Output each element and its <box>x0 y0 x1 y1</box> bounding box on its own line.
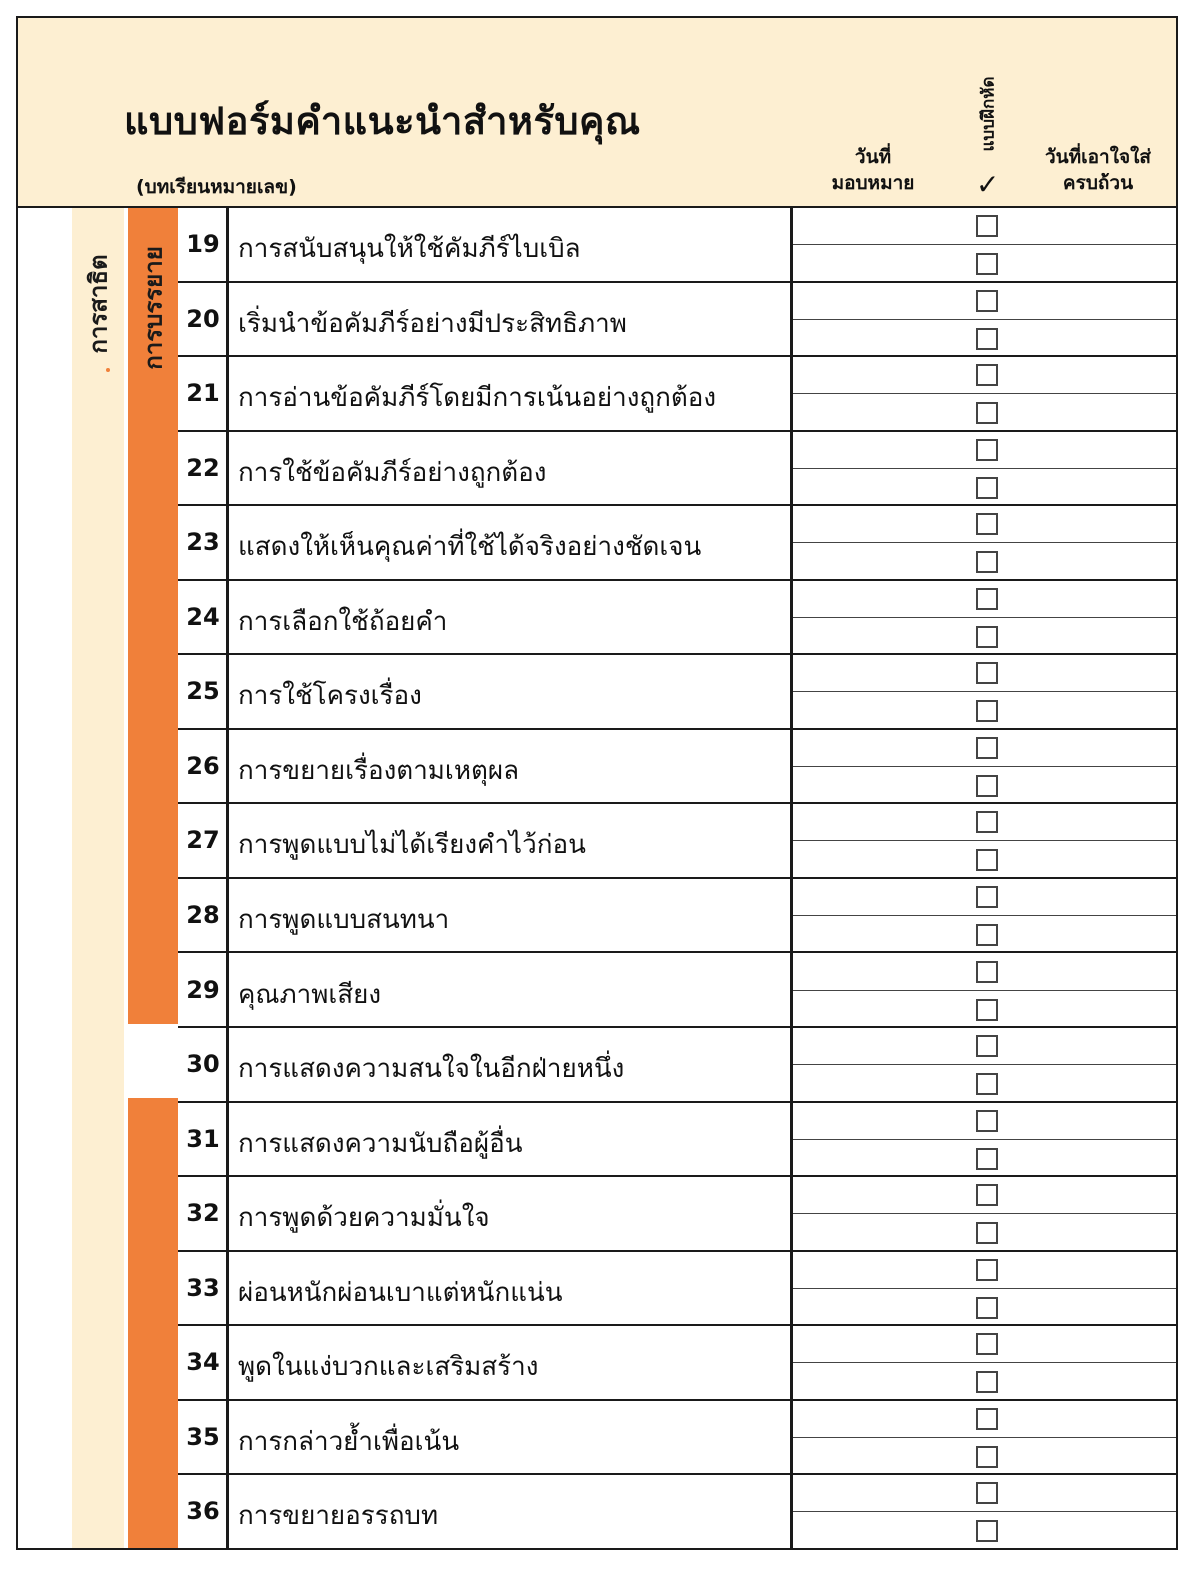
lesson-title: การแสดงความนับถือผู้อื่น <box>238 1128 523 1159</box>
lesson-number: 35 <box>186 1422 220 1451</box>
exercise-checkbox[interactable] <box>976 290 998 312</box>
lesson-title: การพูดแบบสนทนา <box>238 904 450 935</box>
row-divider <box>792 319 1178 320</box>
exercise-checkbox[interactable] <box>976 849 998 871</box>
exercise-checkbox[interactable] <box>976 662 998 684</box>
lesson-title: การขยายอรรถบท <box>238 1501 439 1532</box>
lesson-title: การพูดแบบไม่ได้เรียงคำไว้ก่อน <box>238 830 586 861</box>
lesson-row <box>178 357 1178 432</box>
row-divider <box>792 1511 1178 1512</box>
date-column-divider <box>790 208 793 1550</box>
row-divider <box>792 1437 1178 1438</box>
lesson-number: 33 <box>186 1273 220 1302</box>
column-header-exercises-label: แบบฝึกหัด <box>978 76 999 152</box>
lesson-title: การเลือกใช้ถ้อยคำ <box>238 606 448 637</box>
column-header-date-completed-line2: ครบถ้วน <box>1062 172 1134 194</box>
exercise-checkbox[interactable] <box>976 477 998 499</box>
lesson-number: 31 <box>186 1124 220 1153</box>
lesson-title: การใช้โครงเรื่อง <box>238 681 422 712</box>
talk-band-bottom <box>128 1098 178 1550</box>
lesson-number: 28 <box>186 900 220 929</box>
lesson-number: 30 <box>186 1050 220 1079</box>
talk-band-label: การบรรยาย <box>139 246 168 370</box>
demonstration-band-label: การสาธิต <box>84 254 113 354</box>
row-divider <box>792 1213 1178 1214</box>
row-divider <box>792 617 1178 618</box>
exercise-checkbox[interactable] <box>976 1222 998 1244</box>
lesson-number: 29 <box>186 975 220 1004</box>
lesson-title: แสดงให้เห็นคุณค่าที่ใช้ได้จริงอย่างชัดเจน <box>238 532 702 563</box>
form-body <box>18 208 1176 1550</box>
demonstration-band <box>72 208 124 1550</box>
row-divider <box>792 1362 1178 1363</box>
lesson-row <box>178 879 1178 954</box>
exercise-checkbox[interactable] <box>976 328 998 350</box>
lesson-title: คุณภาพเสียง <box>238 979 382 1010</box>
exercise-checkbox[interactable] <box>976 924 998 946</box>
lesson-row <box>178 1326 1178 1401</box>
row-divider <box>792 766 1178 767</box>
lesson-number: 23 <box>186 528 220 557</box>
row-divider <box>792 393 1178 394</box>
row-divider <box>792 1288 1178 1289</box>
lesson-row <box>178 208 1178 283</box>
lesson-number: 25 <box>186 677 220 706</box>
row-divider <box>792 915 1178 916</box>
lesson-row <box>178 1475 1178 1550</box>
lesson-row <box>178 1177 1178 1252</box>
exercise-checkbox[interactable] <box>976 1148 998 1170</box>
form-title: แบบฟอร์มคำแนะนำสำหรับคุณ <box>124 99 641 143</box>
lesson-number: 34 <box>186 1348 220 1377</box>
exercise-checkbox[interactable] <box>976 1333 998 1355</box>
lesson-row <box>178 655 1178 730</box>
exercise-checkbox[interactable] <box>976 1110 998 1132</box>
column-header-date-assigned <box>808 144 938 196</box>
row-divider <box>792 990 1178 991</box>
lesson-row <box>178 1252 1178 1327</box>
exercise-checkbox[interactable] <box>976 999 998 1021</box>
column-header-exercises <box>960 58 1016 170</box>
number-column-divider <box>226 208 229 1550</box>
form-header <box>18 18 1176 208</box>
exercise-checkbox[interactable] <box>976 215 998 237</box>
exercise-checkbox[interactable] <box>976 1482 998 1504</box>
lesson-number: 21 <box>186 379 220 408</box>
column-header-date-assigned-line1: วันที่ <box>854 146 892 168</box>
lesson-title: การกล่าวย้ำเพื่อเน้น <box>238 1426 460 1457</box>
row-divider <box>792 468 1178 469</box>
lesson-row <box>178 730 1178 805</box>
counsel-form <box>16 16 1178 1550</box>
lesson-number: 24 <box>186 602 220 631</box>
exercise-checkbox[interactable] <box>976 551 998 573</box>
lesson-title: ผ่อนหนักผ่อนเบาแต่หนักแน่น <box>238 1277 563 1308</box>
exercise-checkbox[interactable] <box>976 1446 998 1468</box>
row-divider <box>792 1139 1178 1140</box>
exercise-checkbox[interactable] <box>976 961 998 983</box>
row-divider <box>792 542 1178 543</box>
lesson-title: การขยายเรื่องตามเหตุผล <box>238 755 520 786</box>
exercise-checkbox[interactable] <box>976 1184 998 1206</box>
lesson-title: พูดในแง่บวกและเสริมสร้าง <box>238 1352 539 1383</box>
lesson-row <box>178 506 1178 581</box>
exercise-checkbox[interactable] <box>976 439 998 461</box>
lesson-number: 22 <box>186 453 220 482</box>
lesson-number: 32 <box>186 1199 220 1228</box>
lesson-title: การสนับสนุนให้ใช้คัมภีร์ไบเบิล <box>238 234 581 264</box>
row-divider <box>792 244 1178 245</box>
lesson-row <box>178 581 1178 656</box>
lesson-title: การพูดด้วยความมั่นใจ <box>238 1203 490 1234</box>
exercise-checkbox[interactable] <box>976 700 998 722</box>
lesson-number: 19 <box>186 230 220 258</box>
lesson-number: 27 <box>186 826 220 855</box>
checkmark-icon: ✓ <box>976 168 1000 201</box>
exercise-checkbox[interactable] <box>976 811 998 833</box>
row-divider <box>792 1064 1178 1065</box>
exercise-checkbox[interactable] <box>976 1371 998 1393</box>
lesson-row <box>178 804 1178 879</box>
exercise-checkbox[interactable] <box>976 1073 998 1095</box>
column-header-date-completed <box>1018 144 1178 196</box>
lesson-title: การใช้ข้อคัมภีร์อย่างถูกต้อง <box>238 457 547 488</box>
lesson-row <box>178 1103 1178 1178</box>
lesson-row <box>178 1028 1178 1103</box>
form-subtitle: (บทเรียนหมายเลข) <box>136 176 297 198</box>
column-header-date-completed-line1: วันที่เอาใจใส่ <box>1044 146 1152 168</box>
exercise-checkbox[interactable] <box>976 886 998 908</box>
lesson-row <box>178 432 1178 507</box>
lesson-title: เริ่มนำข้อคัมภีร์อย่างมีประสิทธิภาพ <box>238 308 627 339</box>
exercise-checkbox[interactable] <box>976 1520 998 1542</box>
band-dot <box>106 368 110 372</box>
lesson-row <box>178 954 1178 1029</box>
row-divider <box>792 840 1178 841</box>
lesson-number: 26 <box>186 751 220 780</box>
row-divider <box>792 691 1178 692</box>
lesson-row <box>178 1401 1178 1476</box>
lesson-title: การอ่านข้อคัมภีร์โดยมีการเน้นอย่างถูกต้อง <box>238 383 717 414</box>
lesson-row <box>178 283 1178 358</box>
lesson-number: 36 <box>186 1497 220 1526</box>
exercise-checkbox[interactable] <box>976 1259 998 1281</box>
exercise-checkbox[interactable] <box>976 588 998 610</box>
exercise-checkbox[interactable] <box>976 1035 998 1057</box>
lesson-title: การแสดงความสนใจในอีกฝ่ายหนึ่ง <box>238 1054 625 1085</box>
column-header-date-assigned-line2: มอบหมาย <box>831 172 915 194</box>
exercise-checkbox[interactable] <box>976 626 998 648</box>
exercise-checkbox[interactable] <box>976 775 998 797</box>
lesson-number: 20 <box>186 304 220 333</box>
exercise-checkbox[interactable] <box>976 364 998 386</box>
exercise-checkbox[interactable] <box>976 737 998 759</box>
exercise-checkbox[interactable] <box>976 402 998 424</box>
exercise-checkbox[interactable] <box>976 1408 998 1430</box>
exercise-checkbox[interactable] <box>976 253 998 275</box>
exercise-checkbox[interactable] <box>976 1297 998 1319</box>
exercise-checkbox[interactable] <box>976 513 998 535</box>
